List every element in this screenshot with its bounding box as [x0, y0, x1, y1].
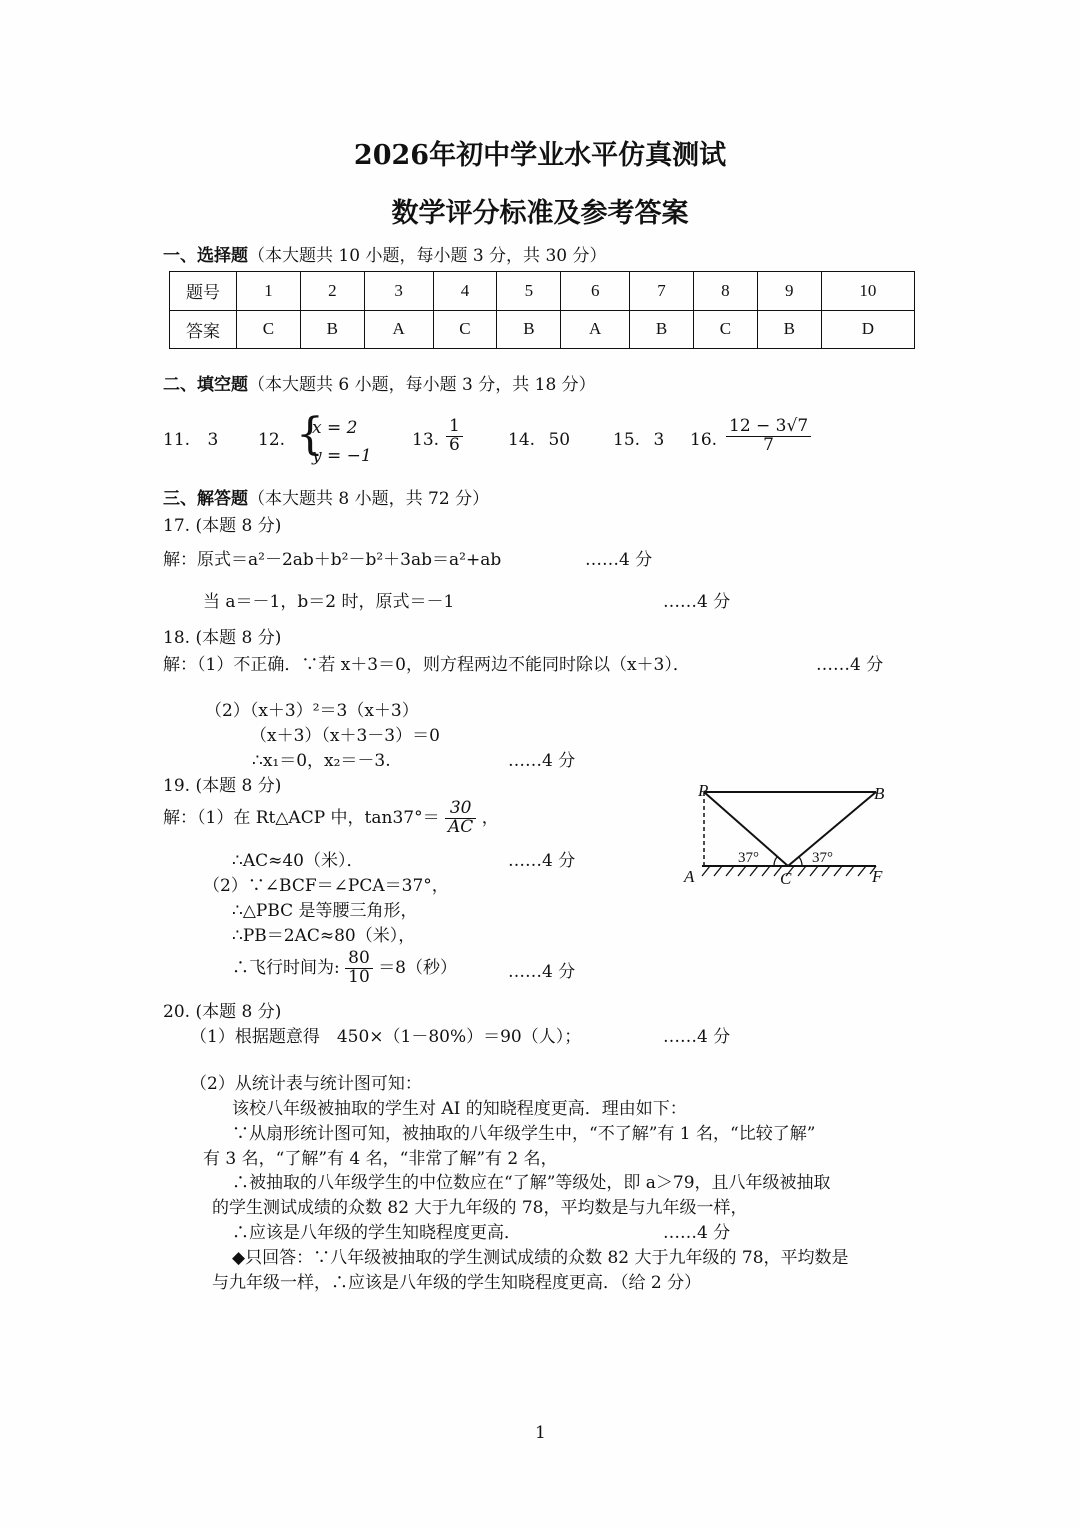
- q14-answer: 50: [548, 430, 571, 450]
- q20-line2: （2）从统计表与统计图可知：: [190, 1074, 422, 1094]
- q19-line6: [232, 950, 457, 987]
- q20-line1: （1）根据题意得 450×（1－80%）＝90（人）；: [190, 1027, 582, 1047]
- q12-line1: x = 2: [312, 418, 358, 438]
- q19-frac2-numerator: 80: [345, 950, 373, 969]
- q20-heading: 20. (本题 8 分): [163, 1002, 282, 1022]
- q19-line1-suffix: ，: [481, 808, 499, 829]
- section2-note: （本大题共 6 小题，每小题 3 分，共 18 分）: [248, 375, 596, 395]
- q19-line4: ∴△PBC 是等腰三角形，: [232, 901, 418, 921]
- q17-line2: 当 a＝－1，b＝2 时，原式＝－1: [203, 592, 455, 612]
- q14-number: 14.: [508, 430, 536, 450]
- geometry-figure: [680, 780, 900, 890]
- q11-number: 11.: [163, 430, 191, 450]
- point-label-c: C: [780, 869, 792, 888]
- section3-title: 三、解答题: [163, 489, 248, 509]
- angle-label-left: 37°: [738, 850, 759, 866]
- q18-line4-score: ……4 分: [508, 751, 576, 771]
- page-subtitle: 数学评分标准及参考答案: [391, 198, 689, 229]
- q19-line3: （2）∵∠BCF＝∠PCA＝37°，: [203, 876, 449, 896]
- table-cell: 3: [364, 272, 433, 311]
- angle-arc-left: [774, 857, 777, 866]
- q15-answer: 3: [653, 430, 665, 450]
- q19-line1: [163, 800, 499, 837]
- section1-heading: [163, 246, 607, 266]
- table-cell: 8: [693, 272, 757, 311]
- row-label-answer: 答案: [170, 310, 237, 349]
- table-cell: B: [757, 310, 821, 349]
- answer-11: [163, 430, 218, 450]
- q20-line8-score: ……4 分: [663, 1223, 731, 1243]
- q12-number: 12.: [258, 430, 286, 450]
- section3-note: （本大题共 8 小题，共 72 分）: [248, 489, 490, 509]
- table-cell: D: [821, 310, 914, 349]
- section1-title: 一、选择题: [163, 246, 248, 266]
- q19-line6-score: ……4 分: [508, 962, 576, 982]
- table-row-answers: [170, 310, 915, 349]
- page-number: 1: [535, 1423, 546, 1443]
- table-cell: 9: [757, 272, 821, 311]
- q19-line6-suffix: ＝8（秒）: [378, 958, 458, 979]
- table-cell: C: [433, 310, 497, 349]
- table-row-numbers: [170, 272, 915, 311]
- q20-line4: ∵从扇形统计图可知，被抽取的八年级学生中，“不了解”有 1 名，“比较了解”: [232, 1124, 816, 1144]
- q19-frac-numerator: 30: [445, 800, 476, 819]
- table-cell: 2: [300, 272, 364, 311]
- table-cell: A: [364, 310, 433, 349]
- q13-denominator: 6: [449, 434, 460, 455]
- table-cell: C: [237, 310, 301, 349]
- page-title: 2026年初中学业水平仿真测试: [353, 140, 727, 171]
- q12-line2: y = −1: [312, 446, 372, 466]
- q13-answer: [446, 418, 463, 455]
- table-cell: 5: [497, 272, 561, 311]
- q18-line2: （2）（x＋3）²＝3（x＋3）: [205, 701, 419, 721]
- table-cell: 6: [561, 272, 630, 311]
- table-cell: 1: [237, 272, 301, 311]
- q20-line1-score: ……4 分: [663, 1027, 731, 1047]
- q19-heading: 19. (本题 8 分): [163, 776, 282, 796]
- q20-line5: 有 3 名，“了解”有 4 名，“非常了解”有 2 名，: [203, 1149, 558, 1169]
- q16-number: 16.: [690, 430, 718, 450]
- q16-answer: [726, 418, 811, 455]
- section2-title: 二、填空题: [163, 375, 248, 395]
- q18-line3: （x＋3）（x＋3－3）＝0: [250, 726, 440, 746]
- q13-numerator: 1: [446, 418, 463, 437]
- q16-denominator: 7: [763, 434, 774, 455]
- table-cell: C: [693, 310, 757, 349]
- point-label-p: P: [698, 781, 709, 800]
- table-cell: B: [630, 310, 694, 349]
- angle-arc-right: [799, 857, 802, 866]
- q19-line6-prefix: ∴飞行时间为:: [232, 958, 340, 979]
- choice-answer-table: [169, 271, 915, 349]
- q20-line10: 与九年级一样，∴应该是八年级的学生知晓程度更高．（给 2 分）: [212, 1273, 702, 1293]
- table-cell: 10: [821, 272, 914, 311]
- table-cell: 7: [630, 272, 694, 311]
- point-label-a: A: [684, 867, 695, 886]
- answer-15: [613, 430, 664, 450]
- q20-line6: ∴被抽取的八年级学生的中位数应在“了解”等级处，即 a＞79，且八年级被抽取: [232, 1173, 831, 1193]
- angle-label-right: 37°: [812, 850, 833, 866]
- q17-heading: 17. (本题 8 分): [163, 516, 282, 536]
- q18-heading: 18. (本题 8 分): [163, 628, 282, 648]
- q11-answer: 3: [207, 430, 219, 450]
- left-brace-icon: {: [296, 409, 324, 460]
- q19-frac-denominator: AC: [448, 816, 474, 837]
- q13-number: 13.: [412, 430, 440, 450]
- q15-number: 15.: [613, 430, 641, 450]
- q20-line9: ◆只回答：∵八年级被抽取的学生测试成绩的众数 82 大于九年级的 78，平均数是: [232, 1248, 849, 1268]
- point-label-b: B: [874, 784, 885, 803]
- q17-line1: 解：原式＝a²－2ab＋b²－b²＋3ab＝a²+ab: [163, 550, 502, 570]
- section2-heading: [163, 375, 596, 395]
- point-label-f: F: [872, 867, 883, 886]
- q18-line1-score: ……4 分: [816, 655, 884, 675]
- answer-14: [508, 430, 570, 450]
- section3-heading: [163, 489, 489, 509]
- section1-note: （本大题共 10 小题，每小题 3 分，共 30 分）: [248, 246, 607, 266]
- table-cell: B: [300, 310, 364, 349]
- q19-frac2-denominator: 10: [348, 966, 370, 987]
- q20-line8: ∴应该是八年级的学生知晓程度更高．: [232, 1223, 521, 1243]
- q17-line1-score: ……4 分: [585, 550, 653, 570]
- table-cell: B: [497, 310, 561, 349]
- table-cell: 4: [433, 272, 497, 311]
- q19-line2-score: ……4 分: [508, 851, 576, 871]
- q17-line2-score: ……4 分: [663, 592, 731, 612]
- q19-line1-prefix: 解：（1）在 Rt△ACP 中，tan37°＝: [163, 808, 440, 829]
- q18-line4: ∴x₁＝0，x₂＝－3.: [252, 751, 391, 771]
- q16-numerator: 12 − 3√7: [726, 418, 811, 437]
- table-cell: A: [561, 310, 630, 349]
- row-label-number: 题号: [170, 272, 237, 311]
- q19-line2: ∴AC≈40（米）．: [232, 851, 364, 871]
- q20-line7: 的学生测试成绩的众数 82 大于九年级的 78，平均数是与九年级一样，: [212, 1198, 748, 1218]
- q20-line3: 该校八年级被抽取的学生对 AI 的知晓程度更高．理由如下：: [232, 1099, 687, 1119]
- q19-line5: ∴PB＝2AC≈80（米），: [232, 926, 416, 946]
- q18-line1: 解：（1）不正确．∵若 x＋3＝0，则方程两边不能同时除以（x＋3）．: [163, 655, 690, 675]
